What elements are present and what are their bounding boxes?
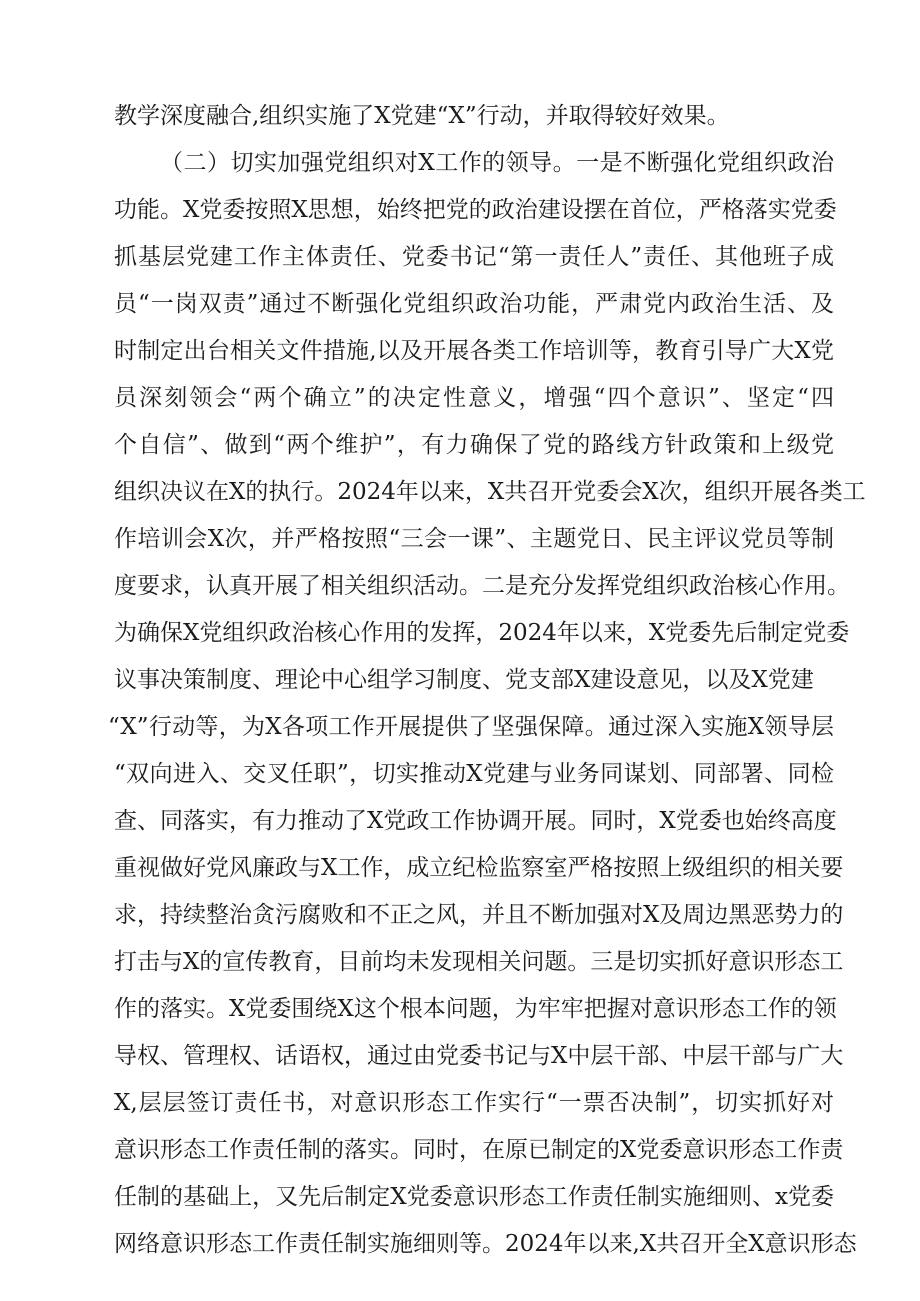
text-line: 议事决策制度、理论中心组学习制度、党支部X建设意见，以及X党建 [114,667,814,693]
text-line: X,层层签订责任书，对意识形态工作实行“一票否决制”，切实抓好对 [114,1090,834,1116]
text-line: 度要求，认真开展了相关组织活动。二是充分发挥党组织政治核心作用。 [114,573,850,599]
text-line: 重视做好党风廉政与X工作，成立纪检监察室严格按照上级组织的相关要 [114,855,844,881]
text-line: 员“一岗双责”通过不断强化党组织政治功能，严肃党内政治生活、及 [114,291,834,317]
text-line: 抓基层党建工作主体责任、党委书记“第一责任人”责任、其他班子成 [114,244,834,270]
text-line: “双向进入、交叉任职”，切实推动X党建与业务同谋划、同部署、同检 [114,761,834,787]
text-line: 导权、管理权、话语权，通过由党委书记与X中层干部、中层干部与广大 [114,1043,844,1069]
text-line: 个自信”、做到“两个维护”，有力确保了党的路线方针政策和上级党 [114,432,834,458]
text-line: 组织决议在X的执行。2024年以来，X共召开党委会X次，组织开展各类工 [114,479,866,505]
text-line: 查、同落实，有力推动了X党政工作协调开展。同时，X党委也始终高度 [114,808,837,834]
section-heading-line: （二）切实加强党组织对X工作的领导。一是不断强化党组织政治 [160,150,834,176]
text-line: 教学深度融合,组织实施了X党建“X”行动，并取得较好效果。 [114,103,730,129]
text-line: 任制的基础上，又先后制定X党委意识形态工作责任制实施细则、x党委 [114,1184,834,1210]
text-line: 求，持续整治贪污腐败和不正之风，并且不断加强对X及周边黑恶势力的 [114,902,844,928]
text-line: 打击与X的宣传教育，目前均未发现相关问题。三是切实抓好意识形态工 [114,949,844,975]
text-line: “X”行动等，为X各项工作开展提供了坚强保障。通过深入实施X领导层 [108,714,834,740]
text-line: 功能。X党委按照X思想，始终把党的政治建设摆在首位，严格落实党委 [114,197,837,223]
text-line: 网络意识形态工作责任制实施细则等。2024年以来,X共召开全X意识形态 [114,1231,857,1257]
text-line: 作的落实。X党委围绕X这个根本问题，为牢牢把握对意识形态工作的领 [114,996,837,1022]
text-line: 为确保X党组织政治核心作用的发挥，2024年以来，X党委先后制定党委 [114,620,850,646]
text-line: 作培训会X次，并严格按照“三会一课”、主题党日、民主评议党员等制 [114,526,834,552]
text-line: 员深刻领会“两个确立”的决定性意义，增强“四个意识”、坚定“四 [114,385,834,411]
text-line: 意识形态工作责任制的落实。同时，在原已制定的X党委意识形态工作责 [114,1137,844,1163]
text-line: 时制定出台相关文件措施,以及开展各类工作培训等，教育引导广大X党 [114,338,834,364]
